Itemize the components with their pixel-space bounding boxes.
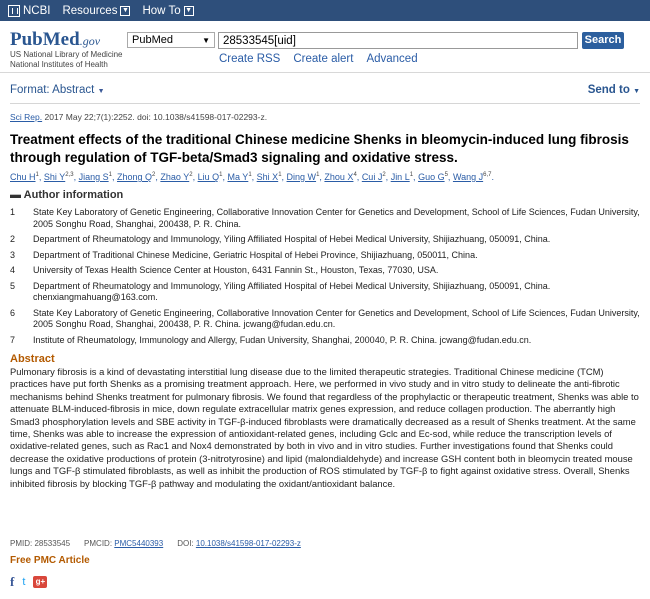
author-link[interactable]: Wang J: [452, 172, 484, 182]
author-affiliation-number: 4: [353, 172, 357, 178]
affiliation-number: 6: [10, 307, 16, 318]
author-link[interactable]: Cui J: [361, 172, 383, 182]
pmid: PMID: 28533545: [10, 539, 71, 548]
author-link[interactable]: Jiang S: [78, 172, 109, 182]
author-affiliation-number: 2: [152, 172, 156, 178]
citation-text: 2017 May 22;7(1):2252. doi: 10.1038/s41598-017-02293-z.: [42, 112, 268, 122]
author-link[interactable]: Liu Q: [197, 172, 220, 182]
facebook-icon[interactable]: f: [10, 574, 15, 589]
affiliation-item: [10, 308, 640, 331]
send-to-menu[interactable]: [588, 84, 640, 100]
author-link[interactable]: Zhong Q: [116, 172, 153, 182]
citation: [10, 112, 267, 122]
pubmed-header: [0, 21, 650, 73]
pubmed-logo[interactable]: [10, 29, 100, 51]
author-affiliation-number: 1: [278, 172, 282, 178]
article-title: Treatment effects of the traditional Chinese medicine Shenks in bleomycin-induced lung fibrosis through regulation of TGF-beta/Smad3 signaling and oxidative stress.: [10, 132, 629, 165]
author-link[interactable]: Ma Y: [227, 172, 249, 182]
affiliation-number: 3: [10, 249, 16, 260]
author-information-label: Author information: [23, 189, 124, 201]
author-list: Chu $H^1$, Shi Y$^{2,3}$, Jiang $S^1$, Zhong $Q^2$, Zhao $Y^2$, Liu $Q^1$, Ma $Y^1$, Shi $X^1$, Ding $W^1$, Zhou $X^4$, Cui $J^2$, Jin $L^1$, Guo $G^5$, Wang J$^{6,7}$.: [10, 172, 494, 182]
affiliation-number: 5: [10, 280, 16, 291]
pmcid-link[interactable]: PMC5440393: [114, 539, 164, 548]
author-link[interactable]: Zhao Y: [160, 172, 190, 182]
resources-menu[interactable]: [62, 5, 130, 17]
affiliation-item: [10, 265, 640, 277]
database-select[interactable]: [127, 32, 215, 48]
divider: [10, 103, 640, 104]
abstract-text: Pulmonary fibrosis is a kind of devastating interstitial lung disease due to the limited therapeutic strategies. Traditional Chinese medicine (TCM) practices have put forth Shenks as a promising treatment approach. Here, we performed in vivo study and in vitro study to delineate the anti-fibrotic mechanisms behind Shenks treatment for pulmonary fibrosis. We found that regardless of the prophylactic or therapeutic treatment, Shenks was able to attenuate BLM-induced-fibrosis in mice, down regulate extracellular matrix genes expression, and reduce collagen production. The aberrantly high Smad3 phosphorylation levels and SBE activity in TGF-β-induced fibroblasts were dramatically decreased as a result of Shenks treatment. At the same time, Shenks was able to increase the expression of antioxidant-related genes, including Gclc and Ec-sod, while reduce the transcription levels of oxidative-related genes, such as Rac1 and Nox4 demonstrated by both in vivo and in vitro studies. Further investigations found that Shenks could decrease the oxidative productions of protein (3-nitrotyrosine) and lipid (malondialdehyde) and increase GSH content both in bleomycin treated mouse lungs and TGF-β stimulated fibroblasts, as well as inhibit the production of ROS stimulated by TGF-β to fight against oxidative stress. Overall, Shenks inhibited fibrosis by blocking TGF-β pathway and modulating the oxidant/antioxidant balance.: [10, 366, 639, 489]
database-select-value: PubMed: [132, 34, 173, 46]
social-share: [10, 574, 47, 590]
affiliation-number: 7: [10, 334, 16, 345]
author: [362, 172, 386, 182]
affiliation-number: 1: [10, 207, 16, 217]
nih-line: National Institutes of Health: [10, 60, 108, 69]
advanced-link[interactable]: Advanced: [366, 53, 418, 65]
author-affiliation-number: 1: [219, 172, 223, 178]
resources-label: Resources: [62, 4, 118, 17]
affiliation-text: University of Texas Health Science Center at Houston, 6431 Fannin St., Houston, Texas, 77030, USA.: [33, 265, 439, 275]
affiliation-text: Institute of Rheumatology, Immunology and Allergy, Fudan University, Shanghai, 200040, P. R. China. jcwang@fudan.edu.cn.: [33, 334, 532, 345]
pubmed-logo-text: PubMed: [10, 29, 80, 50]
affiliation-number: 2: [10, 234, 16, 244]
author-affiliation-number: 5: [444, 172, 448, 178]
author: [117, 172, 155, 182]
author-link[interactable]: Ding W: [286, 172, 317, 182]
author-affiliation-number: 1: [316, 172, 320, 178]
affiliation-item: [10, 335, 640, 347]
author: [257, 172, 282, 182]
format-label: Format: Abstract: [10, 84, 95, 96]
author-link[interactable]: Zhou X: [324, 172, 354, 182]
create-alert-link[interactable]: Create alert: [293, 53, 354, 65]
free-pmc-article-link[interactable]: Free PMC Article: [10, 555, 90, 566]
affiliation-item: [10, 250, 640, 262]
author-affiliation-number: 6,7: [483, 172, 492, 178]
abstract-heading: Abstract: [10, 353, 55, 365]
doi-label: DOI:: [177, 539, 194, 548]
doi: [177, 539, 301, 548]
chevron-down-icon: ▼: [185, 6, 193, 14]
affiliation-text: Department of Rheumatology and Immunology, Yiling Affiliated Hospital of Hebei Medical University, Shijiazhuang, 050091, China. chenxiangmahuang@163.com.: [33, 280, 551, 302]
pubmed-logo-gov: .gov: [79, 34, 101, 48]
search-input[interactable]: [218, 32, 578, 49]
author-link[interactable]: Shi Y: [43, 172, 66, 182]
author: [418, 172, 448, 182]
author: [198, 172, 223, 182]
ncbi-topbar: [0, 0, 650, 21]
author: [79, 172, 112, 182]
caret-down-icon: ▼: [633, 88, 640, 95]
affiliation-item: [10, 281, 640, 304]
affiliation-item: [10, 234, 640, 246]
ncbi-logo-text: NCBI: [23, 4, 51, 17]
author-affiliation-number: 2: [382, 172, 386, 178]
author-link[interactable]: Jin L: [390, 172, 410, 182]
affiliation-item: [10, 207, 640, 230]
affiliation-number: 4: [10, 265, 16, 275]
chevron-down-icon: ▼: [121, 6, 129, 14]
search-button[interactable]: Search: [582, 32, 624, 49]
minus-icon: ▬: [10, 189, 24, 201]
article-identifiers: [10, 539, 301, 548]
howto-menu[interactable]: [142, 5, 193, 17]
google-plus-icon[interactable]: g+: [33, 576, 47, 588]
ncbi-logo-icon: [8, 5, 20, 17]
author-affiliation-number: 2,3: [65, 172, 74, 178]
twitter-icon[interactable]: t: [22, 576, 26, 588]
author-link[interactable]: Shi X: [256, 172, 279, 182]
author: [10, 172, 39, 182]
howto-label: How To: [142, 4, 181, 17]
author: [227, 172, 251, 182]
search-sub-links: [219, 53, 418, 65]
author: [324, 172, 356, 182]
author-affiliation-number: 1: [409, 172, 414, 178]
author: [391, 172, 413, 182]
nlm-line: US National Library of Medicine: [10, 50, 123, 59]
nlm-subtitle: [10, 50, 123, 70]
format-menu[interactable]: [10, 84, 105, 100]
author-information-toggle[interactable]: [10, 189, 123, 201]
create-rss-link[interactable]: Create RSS: [219, 53, 281, 65]
author: [453, 172, 492, 182]
display-settings-row: [10, 84, 640, 100]
author-affiliation-number: 1: [35, 172, 39, 178]
journal-link[interactable]: Sci Rep.: [10, 112, 43, 122]
affiliation-text: State Key Laboratory of Genetic Engineering, Collaborative Innovation Center for Genetics and Development, School of Life Sciences, Fudan University, 2005 Songhu Road, Shanghai, 200438, P. R. China. jcwang@fudan.edu.cn.: [33, 307, 640, 329]
author-link[interactable]: Chu H: [10, 172, 36, 182]
caret-down-icon: ▼: [97, 88, 105, 95]
author-link[interactable]: Guo G: [418, 172, 445, 182]
chevron-down-icon: ▼: [202, 35, 210, 45]
affiliation-list: [10, 207, 640, 350]
author: [160, 172, 192, 182]
affiliation-text: Department of Rheumatology and Immunology, Yiling Affiliated Hospital of Hebei Medical University, Shijiazhuang, 050091, China.: [33, 234, 551, 244]
author-affiliation-number: 1: [248, 172, 252, 178]
author: [287, 172, 320, 182]
affiliation-text: Department of Traditional Chinese Medicine, Geriatric Hospital of Hebei Province, Shijiazhuang, 050011, China.: [33, 249, 478, 260]
author: [44, 172, 74, 182]
author-affiliation-number: 1: [108, 172, 112, 178]
pmcid-label: PMCID:: [84, 539, 113, 548]
send-to-label: Send to: [587, 84, 630, 96]
affiliation-text: State Key Laboratory of Genetic Engineering, Collaborative Innovation Center for Genetics and Development, School of Life Sciences, Fudan University, 2005 Songhu Road, Shanghai, 200438, P. R. China.: [33, 207, 640, 229]
ncbi-logo[interactable]: [8, 5, 50, 17]
pmcid: [84, 539, 163, 548]
doi-link[interactable]: 10.1038/s41598-017-02293-z: [195, 539, 301, 548]
author-affiliation-number: 2: [189, 172, 193, 178]
